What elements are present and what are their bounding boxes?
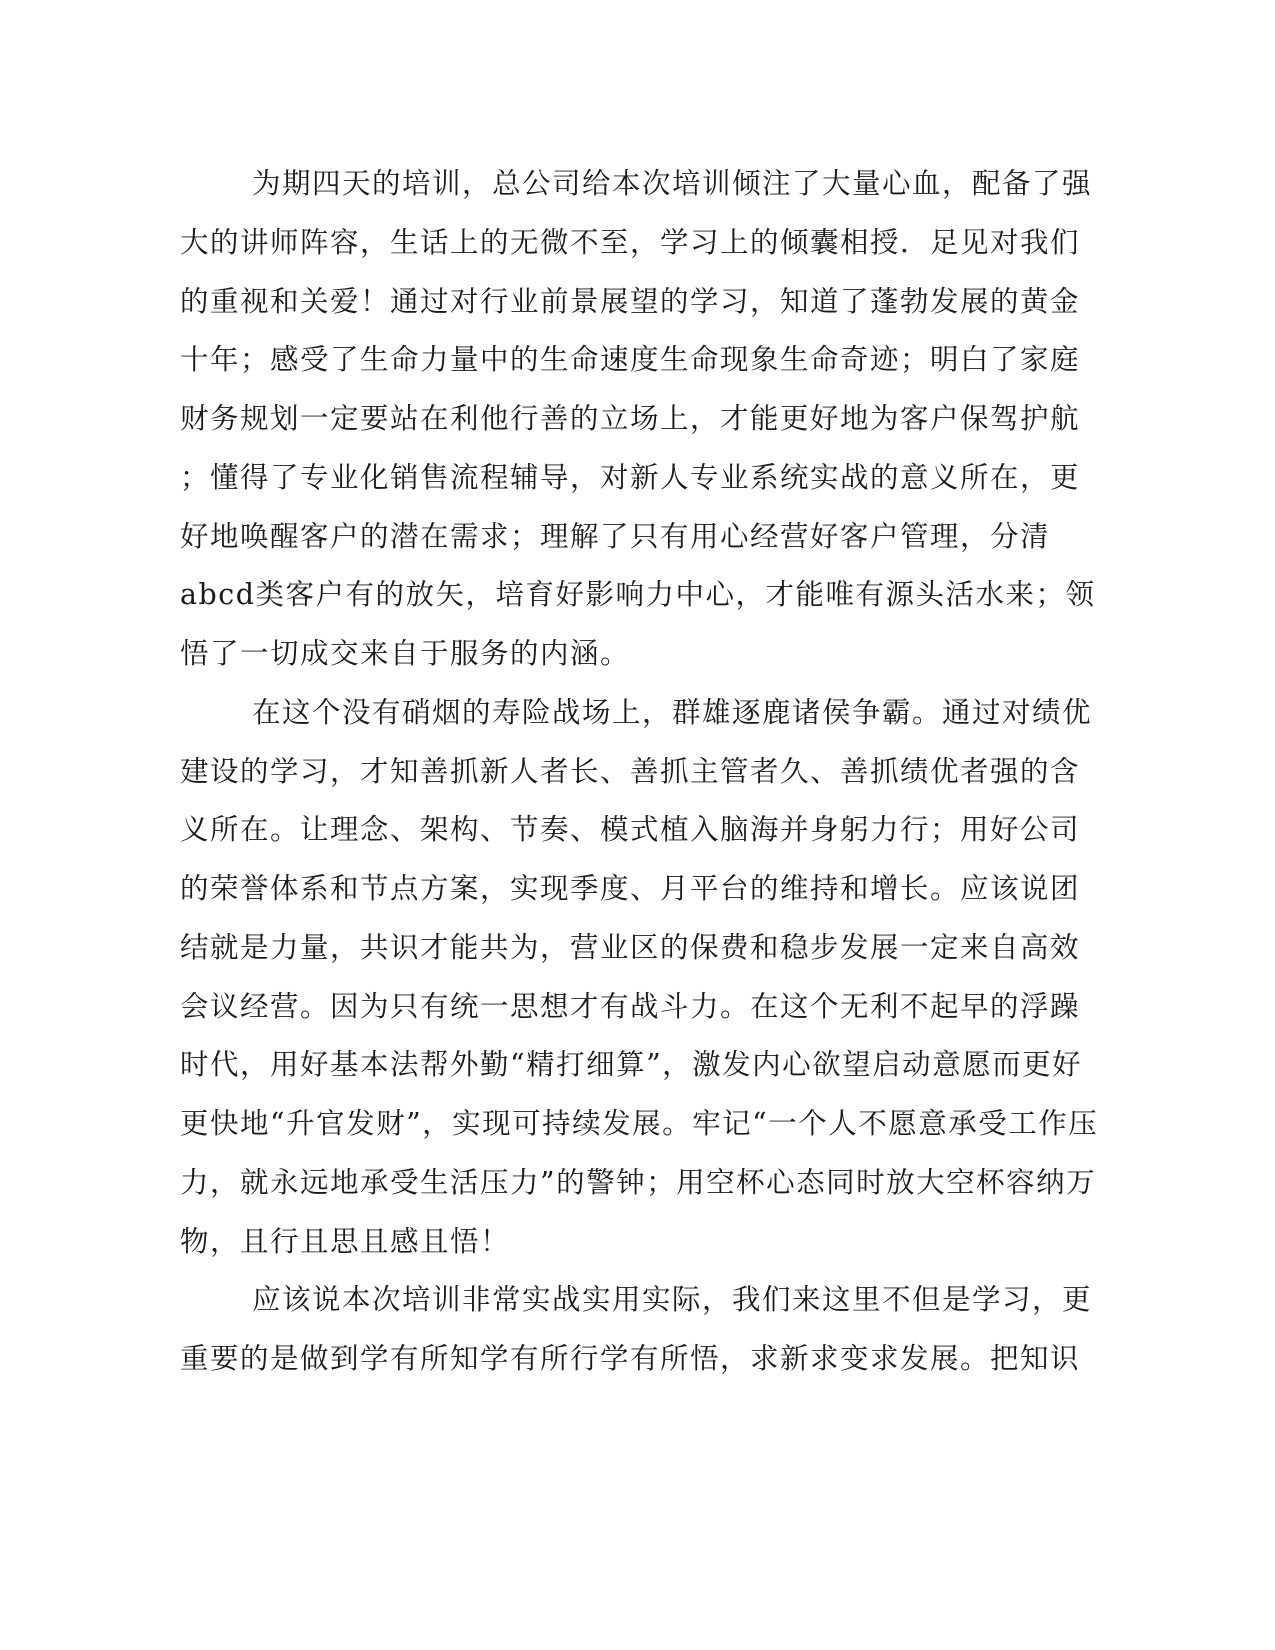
- paragraph-2-line-4: 的荣誉体系和节点方案，实现季度、月平台的维持和增长。应该说团: [180, 872, 1081, 905]
- paragraph-2-line-3: 义所在。让理念、架构、节奏、模式植入脑海并身躬力行；用好公司: [180, 813, 1081, 847]
- paragraph-1-line-9: 悟了一切成交来自于服务的内涵。: [180, 637, 631, 670]
- paragraph-1-line-6: ；懂得了专业化销售流程辅导，对新人专业系统实战的意义所在，更: [180, 460, 1081, 494]
- paragraph-1-line-8: abcd类客户有的放矢，培育好影响力中心，才能唯有源头活水来；领: [180, 578, 1096, 612]
- document-body: [180, 155, 1099, 1389]
- paragraph-2-line-5: 结就是力量，共识才能共为，营业区的保费和稳步发展一定来自高效: [180, 930, 1081, 964]
- paragraph-1-line-1: 为期四天的培训，总公司给本次培训倾注了大量心血，配备了强: [252, 167, 1093, 200]
- paragraph-1-line-5: 财务规划一定要站在利他行善的立场上，才能更好地为客户保驾护航: [180, 402, 1081, 435]
- paragraph-1-line-7: 好地唤醒客户的潜在需求；理解了只有用心经营好客户管理，分清: [180, 519, 1051, 553]
- paragraph-2-line-6: 会议经营。因为只有统一思想才有战斗力。在这个无利不起早的浮躁: [180, 989, 1081, 1023]
- paragraph-1-line-3: 的重视和关爱！通过对行业前景展望的学习，知道了蓬勃发展的黄金: [180, 284, 1081, 318]
- paragraph-2-line-7: 时代，用好基本法帮外勤“精打细算”，激发内心欲望启动意愿而更好: [180, 1048, 1083, 1082]
- paragraph-2-line-8: 更快地“升官发财”，实现可持续发展。牢记“一个人不愿意承受工作压: [180, 1107, 1099, 1140]
- paragraph-3-line-1: 应该说本次培训非常实战实用实际，我们来这里不但是学习，更: [252, 1283, 1093, 1317]
- paragraph-1-line-2: 大的讲师阵容，生话上的无微不至，学习上的倾囊相授．足见对我们: [180, 225, 1081, 259]
- paragraph-3-line-2: 重要的是做到学有所知学有所行学有所悟，求新求变求发展。把知识: [180, 1342, 1081, 1375]
- paragraph-2-line-9: 力，就永远地承受生活压力”的警钟；用空杯心态同时放大空杯容纳万: [180, 1165, 1097, 1199]
- paragraph-2-line-2: 建设的学习，才知善抓新人者长、善抓主管者久、善抓绩优者强的含: [180, 754, 1081, 788]
- paragraph-2-line-1: 在这个没有硝烟的寿险战场上，群雄逐鹿诸侯争霸。通过对绩优: [252, 695, 1093, 729]
- paragraph-1-line-4: 十年；感受了生命力量中的生命速度生命现象生命奇迹；明白了家庭: [180, 343, 1081, 377]
- paragraph-2-line-10: 物，且行且思且感且悟！: [180, 1224, 511, 1258]
